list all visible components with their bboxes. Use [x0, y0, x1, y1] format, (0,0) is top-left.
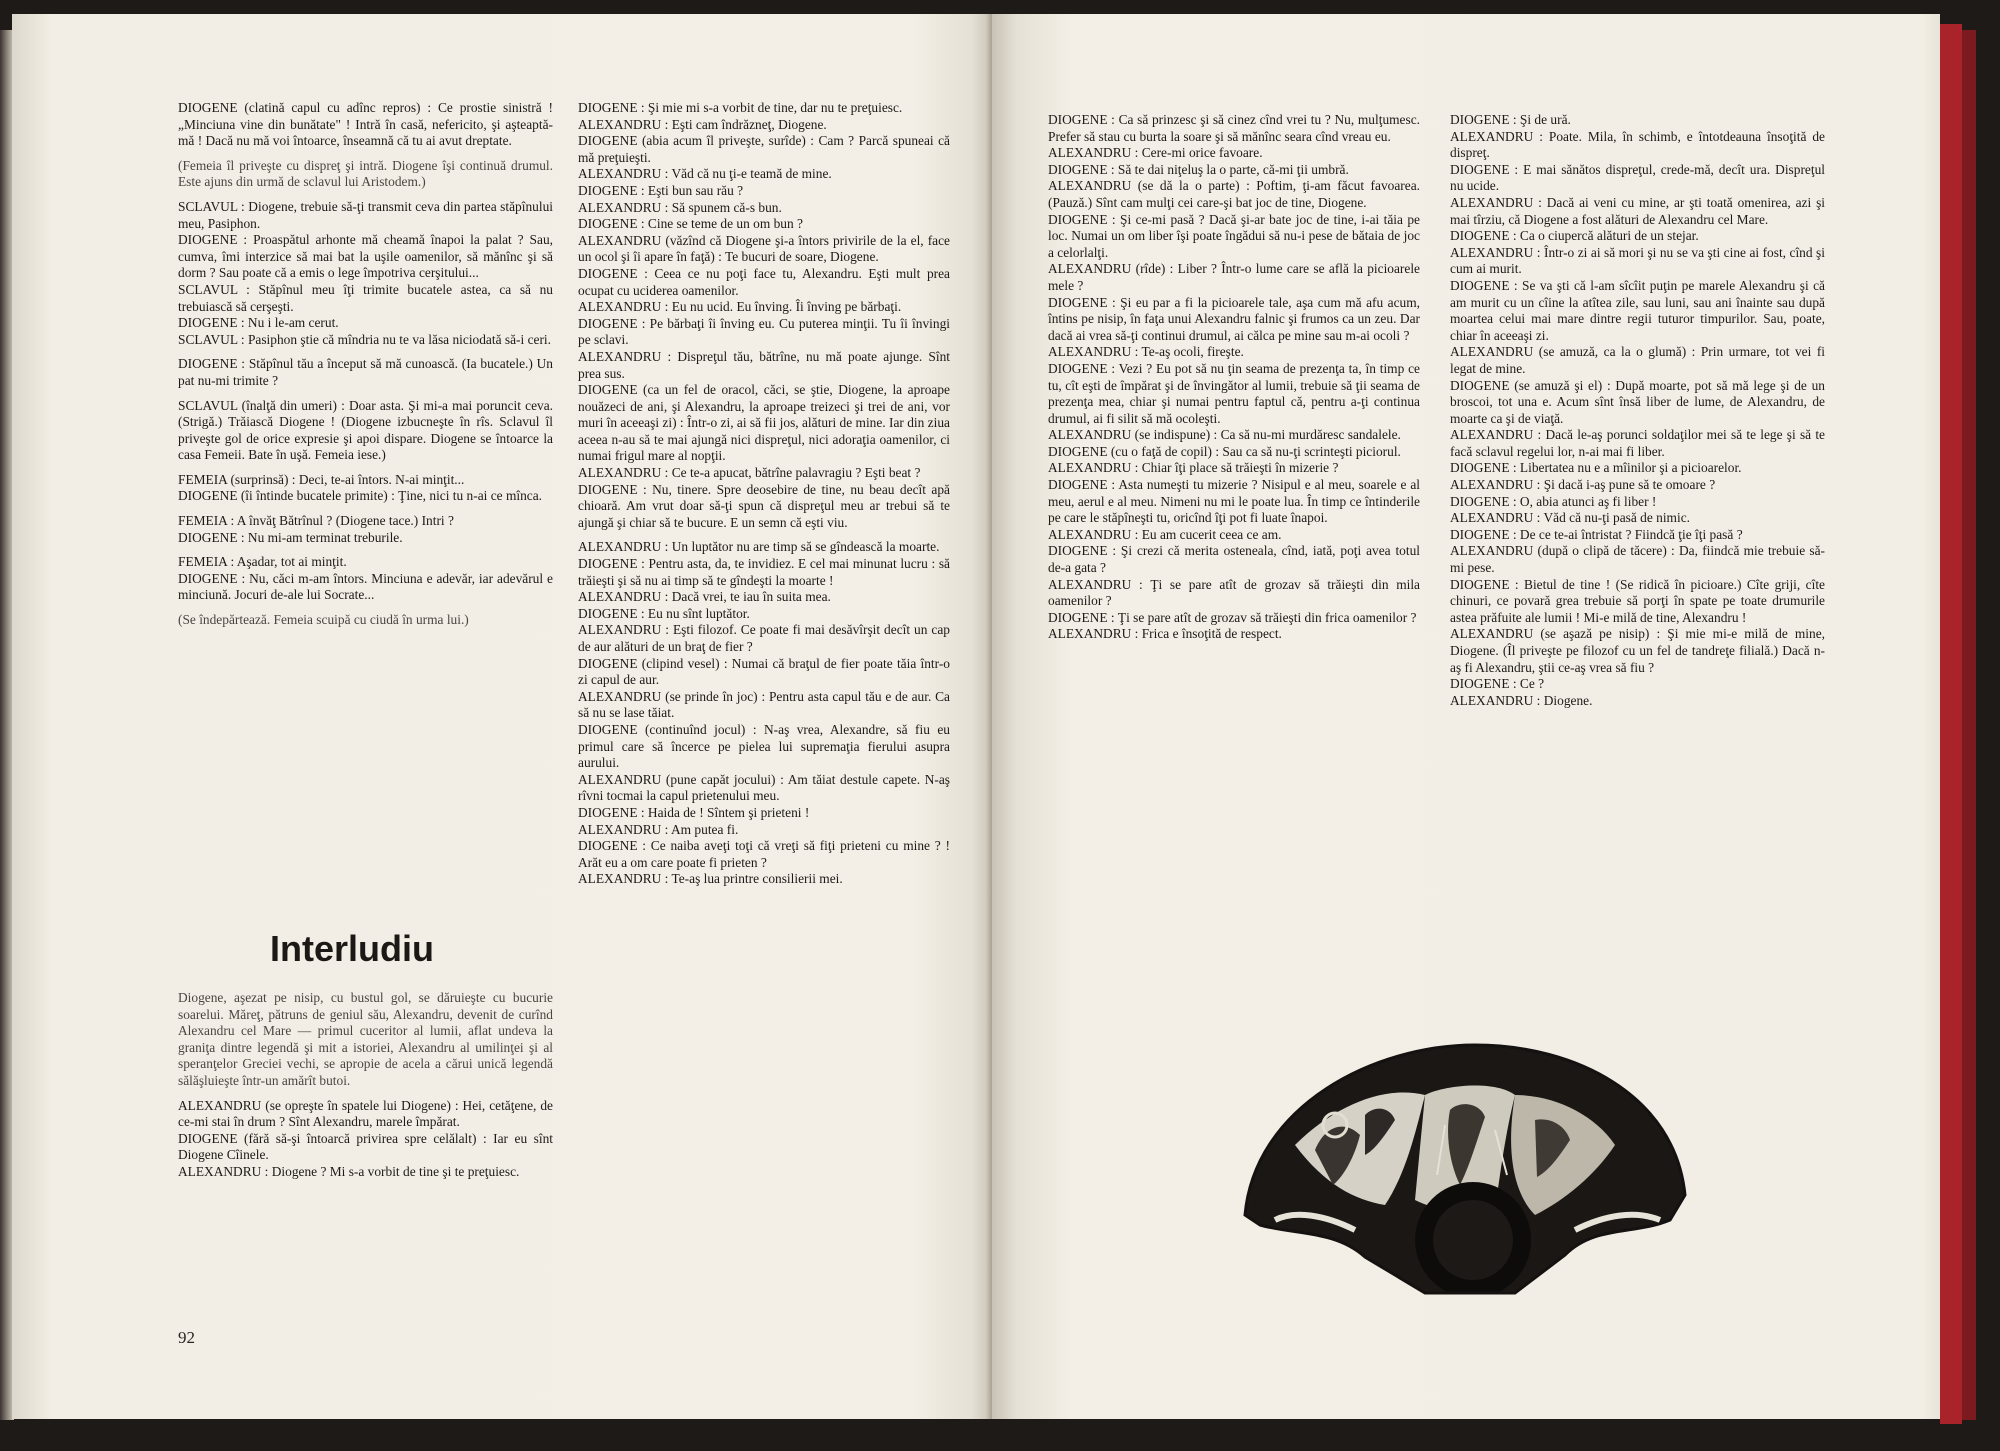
dialogue-paragraph: ALEXANDRU : Într-o zi ai să mori şi nu se va şti cine ai fost, cînd şi cum ai murit.: [1450, 244, 1825, 277]
dialogue-paragraph: ALEXANDRU : Dacă vrei, te iau în suita mea.: [578, 589, 831, 605]
dialogue-paragraph: ALEXANDRU : Diogene.: [1450, 692, 1593, 708]
dialogue-paragraph: DIOGENE : Şi crezi că merita osteneala, cînd, iată, poţi avea totul de-a gata ?: [1048, 543, 1420, 576]
dialogue-paragraph: DIOGENE : Să te dai niţeluş la o parte, că-mi ţii umbră.: [1048, 161, 1349, 177]
dialogue-paragraph: ALEXANDRU : Văd că nu ţi-e teamă de mine.: [578, 166, 832, 182]
dialogue-paragraph: ALEXANDRU : Dacă ai veni cu mine, ar şti toată omenirea, azi şi mai tîrziu, că Diogene a fost alături de Alexandru cel Mare.: [1450, 194, 1825, 227]
dialogue-paragraph: DIOGENE : Nu, tinere. Spre deosebire de tine, nu beau decît apă chioară. Am vrut doar să-ţi spun că dispreţul meu ar trebui să te ajungă şi chiar să te bucure. E un semn că eşti viu.: [578, 481, 950, 530]
dialogue-paragraph: ALEXANDRU : Dispreţul tău, bătrîne, nu mă poate ajunge. Sînt prea sus.: [578, 348, 950, 381]
section-title: Interludiu: [270, 928, 434, 969]
dialogue-paragraph: DIOGENE : Ţi se pare atît de grozav să trăieşti din frica oamenilor ?: [1048, 609, 1417, 625]
dialogue-paragraph: DIOGENE (abia acum îl priveşte, surîde) : Cam ? Parcă spuneai că mă preţuieşti.: [578, 133, 950, 165]
dialogue-paragraph: ALEXANDRU : Eşti filozof. Ce poate fi mai desăvîrşit decît un cap de aur alături de un braţ de fier ?: [578, 622, 950, 654]
dialogue-paragraph: DIOGENE : Şi ce-mi pasă ? Dacă şi-ar bate joc de tine, i-ai tăia pe loc. Numai un om liber îşi poate îngădui să nu-i pese de bătaia de joc a celorlalţi.: [1048, 211, 1420, 260]
dialogue-paragraph: FEMEIA (surprinsă) : Deci, te-ai întors. N-ai minţit...: [178, 471, 465, 487]
dialogue-paragraph: (Femeia îl priveşte cu dispreţ şi intră. Diogene îşi continuă drumul. Este ajuns din urmă de sclavul lui Aristodem.): [178, 157, 553, 190]
dialogue-paragraph: DIOGENE : Şi de ură.: [1450, 112, 1571, 127]
greek-kylix-vase-icon: [1215, 1025, 1715, 1315]
dialogue-paragraph: DIOGENE : Pentru asta, da, te invidiez. E cel mai minunat lucru : să trăieşti şi să nu ai timp să te gîndeşti la moarte !: [578, 556, 950, 588]
right-page-second-column: [1450, 112, 1825, 709]
dialogue-paragraph: DIOGENE : Şi eu par a fi la picioarele tale, aşa cum mă afu acum, întins pe nisip, în faţa unui Alexandru falnic şi frumos ca un zeu. Dar dacă ai vrea să-ţi continui drumul, ai călca pe mine sau m-ai ocoli ?: [1048, 294, 1420, 343]
dialogue-paragraph: DIOGENE : Eu nu sînt luptător.: [578, 605, 750, 621]
dialogue-paragraph: ALEXANDRU : Cere-mi orice favoare.: [1048, 145, 1263, 161]
dialogue-paragraph: ALEXANDRU : Dacă le-aş porunci soldaţilor mei să te lege şi să te facă sclavul regelui lor, n-ai mai fi liber.: [1450, 427, 1825, 459]
dialogue-paragraph: DIOGENE : Libertatea nu e a mîinilor şi a picioarelor.: [1450, 460, 1742, 476]
binding-edge: [1940, 24, 1962, 1424]
dialogue-paragraph: ALEXANDRU (se indispune) : Ca să nu-mi murdăresc sandalele.: [1048, 427, 1401, 443]
dialogue-paragraph: ALEXANDRU : Ţi se pare atît de grozav să trăieşti din mila oamenilor ?: [1048, 576, 1420, 609]
dialogue-paragraph: ALEXANDRU (după o clipă de tăcere) : Da, fiindcă mie trebuie să-mi pese.: [1450, 543, 1825, 576]
dialogue-paragraph: DIOGENE (cu o faţă de copil) : Sau ca să nu-ţi scrinteşti piciorul.: [1048, 443, 1401, 459]
dialogue-paragraph: ALEXANDRU (se aşază pe nisip) : Şi mie mi-e milă de mine, Diogene. (Îl priveşte pe filozof cu un fel de tandreţe filială.) Dacă n-aş fi Alexandru, ştii ce-aş vrea să fiu ?: [1450, 626, 1825, 675]
dialogue-paragraph: ALEXANDRU (pune capăt jocului) : Am tăiat destule capete. N-aş rîvni tocmai la capul prietenului meu.: [578, 771, 950, 804]
dialogue-paragraph: ALEXANDRU : Diogene ? Mi s-a vorbit de tine şi te preţuiesc.: [178, 1163, 520, 1179]
dialogue-paragraph: DIOGENE (continuînd jocul) : N-aş vrea, Alexandre, să fiu eu primul care să încerce pe pielea lui supremaţia fierului asupra aurului.: [578, 721, 950, 771]
dialogue-paragraph: ALEXANDRU : Ce te-a apucat, bătrîne palavragiu ? Eşti beat ?: [578, 465, 921, 481]
dialogue-paragraph: DIOGENE : E mai sănătos dispreţul, crede-mă, decît ura. Dispreţul nu ucide.: [1450, 161, 1825, 194]
dialogue-paragraph: SCLAVUL : Pasiphon ştie că mîndria nu te va lăsa niciodată să-i ceri.: [178, 331, 551, 347]
dialogue-paragraph: ALEXANDRU : Văd că nu-ţi pasă de nimic.: [1450, 510, 1690, 526]
dialogue-paragraph: ALEXANDRU (văzînd că Diogene şi-a întors privirile de la el, face un ocol şi îi apare în faţă) : Te bucuri de soare, Diogene.: [578, 232, 950, 265]
dialogue-paragraph: DIOGENE : Bietul de tine ! (Se ridică în picioare.) Cîte griji, cîte chinuri, ce povară grea trebuie să porţi în spate pe toate drumurile astea prăfuite ale lumii ! Mi-e milă de tine, Alexandru !: [1450, 576, 1825, 625]
dialogue-paragraph: SCLAVUL (înalţă din umeri) : Doar asta. Şi mi-a mai poruncit ceva. (Strigă.) Trăiască Diogene ! (Diogene izbucneşte în rîs. Sclavul îl priveşte gol de orice expresie şi apoi dispare. Diogene se întoarce la casa Femeii. Bate în uşă. Femeia iese.): [178, 397, 553, 463]
dialogue-paragraph: ALEXANDRU : Să spunem că-s bun.: [578, 199, 782, 215]
dialogue-paragraph: DIOGENE : Ce ?: [1450, 676, 1545, 692]
dialogue-paragraph: DIOGENE : Stăpînul tău a început să mă cunoască. (Ia bucatele.) Un pat nu-mi trimite ?: [178, 356, 553, 388]
dialogue-paragraph: SCLAVUL : Diogene, trebuie să-ţi transmit ceva din partea stăpînului meu, Pasiphon.: [178, 198, 553, 231]
left-column-dialogue-bottom: [178, 990, 553, 1181]
dialogue-paragraph: DIOGENE : O, abia atunci aş fi liber !: [1450, 493, 1657, 509]
dialogue-paragraph: ALEXANDRU : Frica e însoţită de respect.: [1048, 626, 1282, 642]
dialogue-paragraph: ALEXANDRU : Am putea fi.: [578, 821, 739, 837]
dialogue-paragraph: DIOGENE : Nu, căci m-am întors. Minciuna e adevăr, iar adevărul e minciună. Jocuri de-ale lui Socrate...: [178, 570, 553, 603]
dialogue-paragraph: DIOGENE : Şi mie mi s-a vorbit de tine, dar nu te preţuiesc.: [578, 100, 903, 115]
left-column-dialogue-top: [178, 100, 553, 629]
dialogue-paragraph: ALEXANDRU : Chiar îţi place să trăieşti în mizerie ?: [1048, 460, 1339, 476]
dialogue-paragraph: DIOGENE (clatină capul cu adînc repros) : Ce prostie sinistră ! „Minciuna vine din bunătate" ! Intră în casă, nefericito, şi aşteaptă-mă ! Dacă nu mă voi întoarce, înseamnă că tu ai avut dreptate.: [178, 100, 553, 149]
dialogue-paragraph: DIOGENE : Vezi ? Eu pot să nu ţin seama de prezenţa ta, în timp ce tu, cît eşti de împărat şi de învingător al lumii, trebuie să ţii seama de prezenţa mea, chiar şi numai pentru faptul că, pentru a-ţi continua drumul, ai fi silit să mă ocoleşti.: [1048, 360, 1420, 426]
dialogue-paragraph: DIOGENE (fără să-şi întoarcă privirea spre celălalt) : Iar eu sînt Diogene Cîinele.: [178, 1130, 553, 1163]
left-page-second-column: [578, 100, 950, 888]
dialogue-paragraph: Diogene, aşezat pe nisip, cu bustul gol, se dăruieşte cu bucurie soarelui. Măreţ, pătruns de geniul său, Alexandru, devenit de curînd Alexandru cel Mare — primul cuceritor al lumii, aflat undeva la graniţa dintre legendă şi mit a istoriei, Alexandru al umilinţei şi al speranţelor Greciei vechi, se apropie de acela a cărui unică legendă sălăşluieşte într-un amărît butoi.: [178, 990, 553, 1088]
dialogue-paragraph: ALEXANDRU : Eu am cucerit ceea ce am.: [1048, 526, 1282, 542]
dialogue-paragraph: DIOGENE : Cine se teme de un om bun ?: [578, 216, 803, 232]
binding-edge-shadow: [1962, 30, 1976, 1420]
dialogue-paragraph: ALEXANDRU : Un luptător nu are timp să se gîndească la moarte.: [578, 539, 940, 555]
right-page-first-column: [1048, 112, 1420, 643]
dialogue-paragraph: ALEXANDRU : Poate. Mila, în schimb, e întotdeauna însoţită de dispreţ.: [1450, 128, 1825, 161]
dialogue-paragraph: ALEXANDRU : Şi dacă i-aş pune să te omoare ?: [1450, 477, 1716, 493]
dialogue-paragraph: FEMEIA : Aşadar, tot ai minţit.: [178, 554, 347, 570]
dialogue-paragraph: DIOGENE : Pe bărbaţi îi înving eu. Cu puterea minţii. Tu îi învingi pe sclavi.: [578, 315, 950, 348]
dialogue-paragraph: ALEXANDRU (se prinde în joc) : Pentru asta capul tău e de aur. Ca să nu se lase tăiat.: [578, 688, 950, 721]
dialogue-paragraph: SCLAVUL : Stăpînul meu îţi trimite bucatele astea, ca să nu trebuiască să cerşeşti.: [178, 281, 553, 314]
dialogue-paragraph: DIOGENE : Proaspătul arhonte mă cheamă înapoi la palat ? Sau, cumva, îmi interzice să mai bat la uşile oamenilor, să mănînc şi să dorm ? Sau poate că a emis o lege împotriva cerşitului...: [178, 232, 553, 281]
dialogue-paragraph: ALEXANDRU : Eşti cam îndrăzneţ, Diogene.: [578, 116, 827, 132]
page-number: 92: [178, 1328, 195, 1347]
dialogue-paragraph: ALEXANDRU (rîde) : Liber ? Într-o lume care se află la picioarele mele ?: [1048, 261, 1420, 293]
dialogue-paragraph: DIOGENE : Nu mi-am terminat treburile.: [178, 529, 403, 545]
dialogue-paragraph: ALEXANDRU (se dă la o parte) : Poftim, ţi-am făcut favoarea. (Pauză.) Sînt cam mulţi cei care-şi bat joc de tine, Diogene.: [1048, 178, 1420, 210]
dialogue-paragraph: DIOGENE : Se va şti că l-am sîcîit puţin pe marele Alexandru şi că am murit cu un cîine la atîtea zile, sau luni, sau ani înainte sau după moartea celui mai mare dintre regii tuturor timpurilor. Sau, poate, chiar în aceeaşi zi.: [1450, 277, 1825, 343]
dialogue-paragraph: FEMEIA : A învăţ Bătrînul ? (Diogene tace.) Intri ?: [178, 513, 454, 529]
dialogue-paragraph: ALEXANDRU (se amuză, ca la o glumă) : Prin urmare, tot vei fi legat de mine.: [1450, 344, 1825, 376]
dialogue-paragraph: ALEXANDRU : Te-aş lua printre consilierii mei.: [578, 871, 843, 887]
dialogue-paragraph: DIOGENE : De ce te-ai întristat ? Fiindcă ţie îţi pasă ?: [1450, 526, 1743, 542]
dialogue-paragraph: DIOGENE (ca un fel de oracol, căci, se ştie, Diogene, la aproape nouăzeci de ani, şi Alexandru, la aproape treizeci şi trei de ani, vor muri în aceeaşi zi) : Într-o zi, ai să fii jos, alături de mine. Iar din ziua aceea n-au să te mai ajungă nici dispreţul, nici adoraţia oamenilor, ci numai frigul mare al nopţii.: [578, 382, 950, 464]
dialogue-paragraph: DIOGENE : Ceea ce nu poţi face tu, Alexandru. Eşti mult prea ocupat cu uciderea oamenilor.: [578, 265, 950, 298]
dialogue-paragraph: DIOGENE : Haida de ! Sîntem şi prieteni !: [578, 804, 810, 820]
dialogue-paragraph: DIOGENE (îi întinde bucatele primite) : Ţine, nici tu n-ai ce mînca.: [178, 488, 543, 504]
dialogue-paragraph: DIOGENE : Nu i le-am cerut.: [178, 315, 339, 331]
dialogue-paragraph: (Se îndepărtează. Femeia scuipă cu ciudă în urma lui.): [178, 612, 469, 628]
dialogue-paragraph: ALEXANDRU : Eu nu ucid. Eu înving. Îi înving pe bărbaţi.: [578, 299, 902, 315]
dialogue-paragraph: ALEXANDRU : Te-aş ocoli, fireşte.: [1048, 344, 1244, 360]
dialogue-paragraph: ALEXANDRU (se opreşte în spatele lui Diogene) : Hei, cetăţene, de ce-mi stai în drum ? Sînt Alexandru, marele împărat.: [178, 1097, 553, 1130]
dialogue-paragraph: DIOGENE : Ce naiba aveţi toţi că vreţi să fiţi prieteni cu mine ? ! Arăt eu a om care poate fi prieten ?: [578, 838, 950, 870]
dialogue-paragraph: DIOGENE (se amuză şi el) : După moarte, pot să mă lege şi de un broscoi, tot una e. Acum sînt însă liber de lume, de Alexandru, de moarte ca şi de viaţă.: [1450, 377, 1825, 426]
dialogue-paragraph: DIOGENE (clipind vesel) : Numai că braţul de fier poate tăia într-o zi capul de aur.: [578, 655, 950, 688]
dialogue-paragraph: DIOGENE : Asta numeşti tu mizerie ? Nisipul e al meu, soarele e al meu, aerul e al meu. Nimeni nu mi le poate lua. În timp ce întinderile pe care le stăpîneşti tu, oricînd îţi pot fi luate înapoi.: [1048, 477, 1420, 526]
dialogue-paragraph: DIOGENE : Eşti bun sau rău ?: [578, 182, 744, 198]
dialogue-paragraph: DIOGENE : Ca să prinzesc şi să cinez cînd vrei tu ? Nu, mulţumesc. Prefer să stau cu burta la soare şi să mănînc seara cînd vreau eu.: [1048, 112, 1420, 144]
dialogue-paragraph: DIOGENE : Ca o ciupercă alături de un stejar.: [1450, 228, 1699, 244]
